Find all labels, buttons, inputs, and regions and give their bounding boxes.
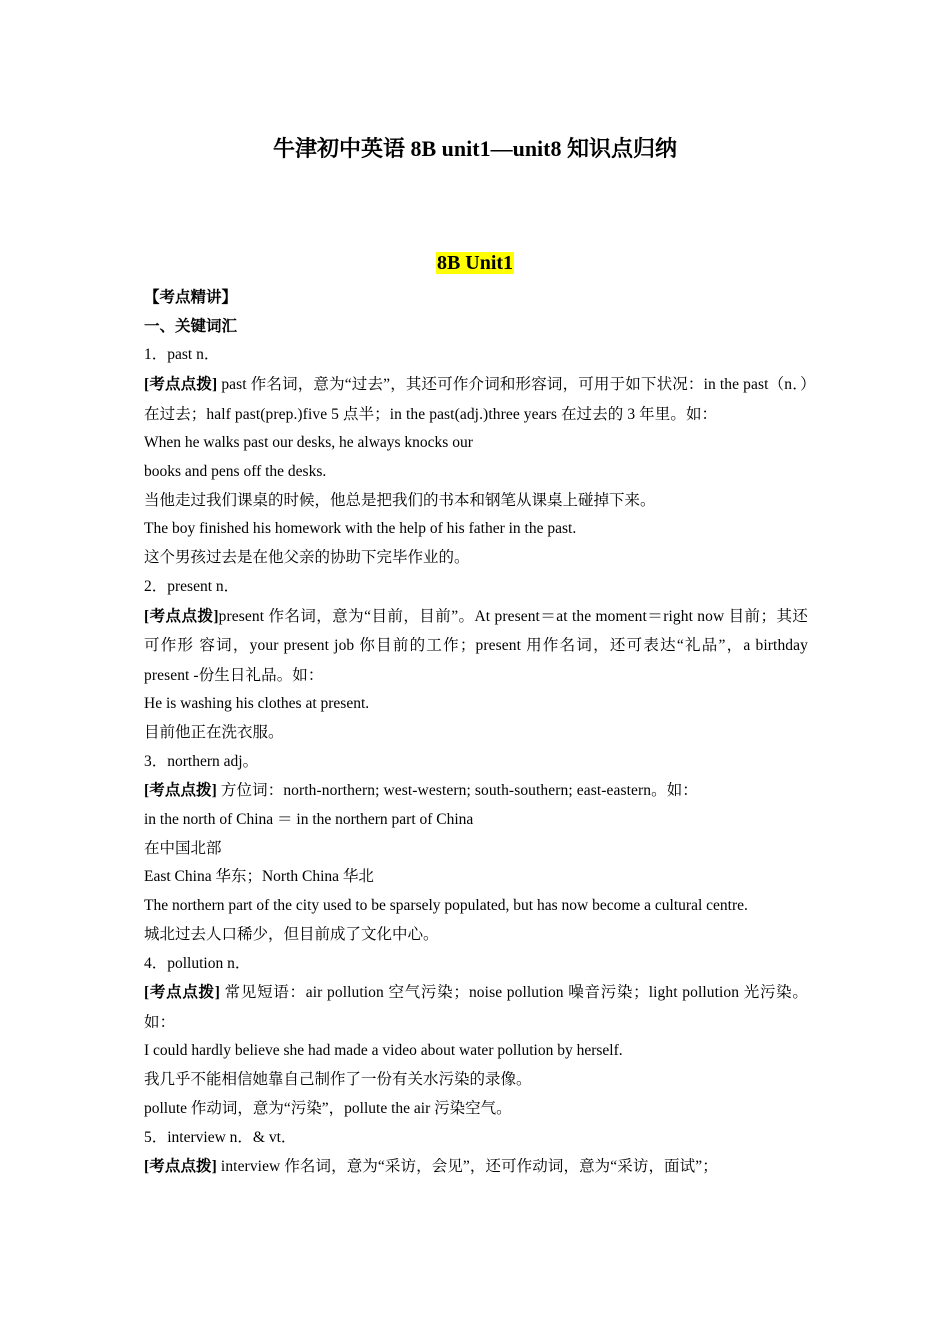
item-1-example-line: When he walks past our desks, he always knocks our [144, 434, 473, 452]
document-body [144, 284, 808, 1182]
item-3-heading: 3．northern adj。 [144, 752, 259, 770]
item-1-example-translation: 这个男孩过去是在他父亲的协助下完毕作业的。 [144, 549, 470, 567]
item-5-tip-text: interview 作名词，意为“采访，会见”，还可作动词，意为“采访，面试”； [216, 1158, 718, 1176]
item-2-example-line: He is washing his clothes at present. [144, 695, 370, 713]
subsection-title: 一、关键词汇 [144, 317, 238, 335]
item-4-example-translation: 我几乎不能相信她靠自己制作了一份有关水污染的录像。 [144, 1071, 532, 1089]
item-1-tip [144, 370, 808, 429]
item-2-example-translation: 目前他正在洗衣服。 [144, 724, 284, 741]
tip-tag: [考点点拨] [144, 376, 218, 394]
item-2-tip [144, 602, 808, 691]
tip-tag: [考点点拨] [144, 607, 219, 625]
item-2-tip-text: present 作名词，意为“目前，目前”。At present＝at the moment＝right now 目前；其还可作形 容词，your present job 你目前的工作；present 用作名词，还可表达“礼品”，a birthday present -份生日礼品。如： [144, 607, 808, 684]
item-1-example-translation: 当他走过我们课桌的时候，他总是把我们的书本和钢笔从课桌上碰掉下来。 [144, 491, 656, 509]
item-3-tip-text: 方位词：north-northern; west-western; south-southern; east-eastern。如： [216, 782, 698, 800]
item-3-example-line: The northern part of the city used to be sparsely populated, but has now become a cultural centre. [144, 897, 748, 915]
item-4-heading: 4．pollution n． [144, 954, 251, 972]
item-3-example-translation: 城北过去人口稀少，但目前成了文化中心。 [144, 925, 439, 943]
unit-heading [0, 250, 950, 276]
tip-tag: [考点点拨] [144, 984, 221, 1002]
tip-tag: [考点点拨] [144, 782, 217, 800]
document-title: 牛津初中英语 8B unit1—unit8 知识点归纳 [273, 136, 677, 161]
item-4-tip [144, 978, 808, 1037]
item-3-example-line: East China 华东；North China 华北 [144, 868, 374, 886]
item-5-tip [144, 1152, 808, 1182]
item-5-heading: 5．interview n．& vt． [144, 1128, 297, 1146]
item-4-tip-text: 常见短语：air pollution 空气污染；noise pollution 噪音污染；light pollution 光污染。如： [144, 984, 808, 1031]
item-4-note: pollute 作动词，意为“污染”，pollute the air 污染空气。 [144, 1099, 512, 1117]
tip-tag: [考点点拨] [144, 1158, 217, 1176]
item-1-tip-text: past 作名词，意为“过去”，其还可作介词和形容词，可用于如下状况：in the past（n．）在过去；half past(prep.)five 5 点半；in the past(adj.)three years 在过去的 3 年里。如： [144, 376, 808, 423]
item-1-example-line: books and pens off the desks. [144, 463, 327, 480]
item-1-heading: 1．past n． [144, 346, 220, 364]
item-3-tip [144, 776, 808, 806]
unit-heading-highlight: 8B Unit1 [436, 252, 514, 274]
item-4-example-line: I could hardly believe she had made a video about water pollution by herself. [144, 1042, 623, 1060]
item-2-heading: 2．present n． [144, 577, 240, 595]
item-3-example-translation: 在中国北部 [144, 839, 222, 857]
item-1-example-line: The boy finished his homework with the help of his father in the past. [144, 520, 577, 538]
section-title: 【考点精讲】 [144, 289, 238, 306]
item-3-example-line: in the north of China ＝ in the northern part of China [144, 811, 474, 828]
